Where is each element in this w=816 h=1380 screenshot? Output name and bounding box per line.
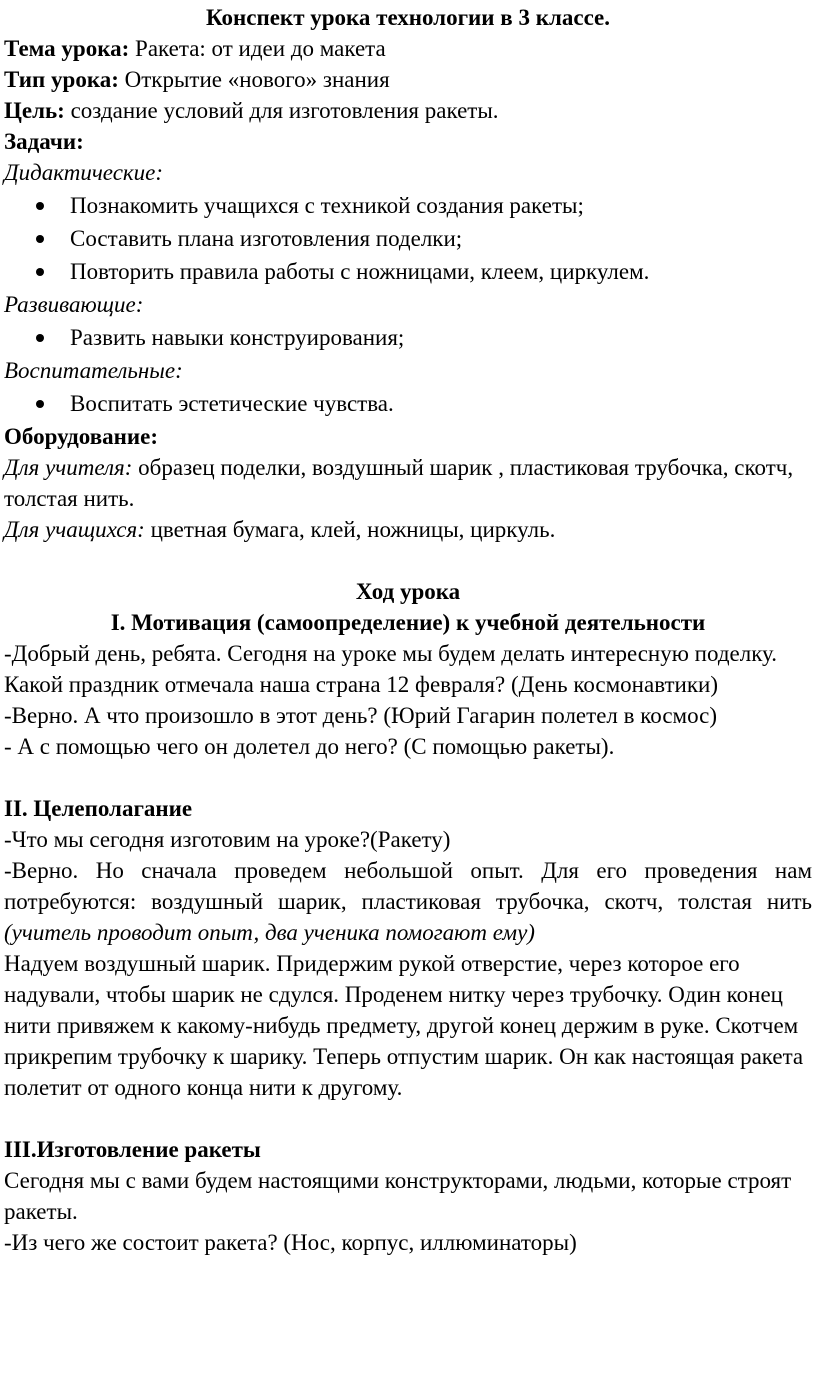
- section2-text: -Верно. Но сначала проведем небольшой опыт. Для его проведения нам потребуются: воздушный шарик, пластиковая трубочка, скотч, толстая нить: [4, 858, 812, 914]
- topic-value: Ракета: от идеи до макета: [129, 36, 386, 61]
- bullet-icon: [36, 202, 44, 210]
- list-item-text: Развить навыки конструирования;: [70, 325, 405, 350]
- topic-label: Тема урока:: [4, 36, 130, 61]
- section1-paragraph: -Добрый день, ребята. Сегодня на уроке мы будем делать интересную поделку. Какой праздник отмечала наша страна 12 февраля? (День космонавтики): [4, 641, 778, 697]
- section1-paragraph: - А с помощью чего он долетел до него? (С помощью ракеты).: [4, 734, 615, 759]
- list-item-text: Повторить правила работы с ножницами, клеем, циркулем.: [70, 259, 650, 284]
- section2-italic-note: (учитель проводит опыт, два ученика помогают ему): [4, 920, 535, 945]
- bullet-icon: [36, 268, 44, 276]
- list-item: [4, 388, 812, 419]
- type-label: Тип урока:: [4, 67, 119, 92]
- bullet-icon: [36, 235, 44, 243]
- goal-value: создание условий для изготовления ракеты.: [64, 98, 499, 123]
- list-item: [4, 190, 812, 221]
- didactic-heading: Дидактические:: [4, 160, 164, 185]
- equipment-students: [4, 514, 812, 545]
- goal-line: [4, 95, 812, 126]
- equipment-heading: Оборудование:: [4, 424, 158, 449]
- list-item: [4, 322, 812, 353]
- topic-line: [4, 33, 812, 64]
- course-heading: Ход урока: [355, 579, 461, 604]
- list-item-text: Познакомить учащихся с техникой создания ракеты;: [70, 193, 584, 218]
- section2-paragraph: Надуем воздушный шарик. Придержим рукой отверстие, через которое его надували, чтобы шарик не сдулся. Проденем нитку через трубочку. Один конец нити привяжем к какому-нибудь предмету, другой конец держим в руке. Скотчем прикрепим трубочку к шарику. Теперь отпустим шарик. Он как настоящая ракета полетит от одного конца нити к другому.: [4, 951, 804, 1100]
- teacher-value: образец поделки, воздушный шарик , пластиковая трубочка, скотч, толстая нить.: [4, 455, 794, 511]
- document-title: Конспект урока технологии в 3 классе.: [205, 5, 611, 30]
- section3-paragraph: -Из чего же состоит ракета? (Нос, корпус, иллюминаторы): [4, 1230, 577, 1255]
- list-item-text: Составить плана изготовления поделки;: [70, 226, 463, 251]
- section2-heading: II. Целеполагание: [4, 796, 193, 821]
- type-line: [4, 64, 812, 95]
- section1-heading: I. Мотивация (самоопределение) к учебной деятельности: [110, 610, 706, 635]
- bullet-icon: [36, 400, 44, 408]
- bullet-icon: [36, 334, 44, 342]
- section3-heading: III.Изготовление ракеты: [4, 1137, 261, 1162]
- tasks-heading: Задачи:: [4, 129, 84, 154]
- section2-paragraph: [4, 855, 812, 948]
- developing-list: [4, 322, 812, 353]
- section2-paragraph: -Что мы сегодня изготовим на уроке?(Ракету): [4, 827, 451, 852]
- goal-label: Цель:: [4, 98, 65, 123]
- students-label: Для учащихся:: [4, 517, 145, 542]
- section1-paragraph: -Верно. А что произошло в этот день? (Юрий Гагарин полетел в космос): [4, 703, 718, 728]
- educational-heading: Воспитательные:: [4, 358, 183, 383]
- didactic-list: [4, 190, 812, 287]
- spacer: [4, 1103, 812, 1134]
- list-item-text: Воспитать эстетические чувства.: [70, 391, 394, 416]
- teacher-label: Для учителя:: [4, 455, 133, 480]
- list-item: [4, 223, 812, 254]
- section3-paragraph: Сегодня мы с вами будем настоящими конструкторами, людьми, которые строят ракеты.: [4, 1168, 792, 1224]
- spacer: [4, 545, 812, 576]
- spacer: [4, 762, 812, 793]
- developing-heading: Развивающие:: [4, 292, 144, 317]
- educational-list: [4, 388, 812, 419]
- students-value: цветная бумага, клей, ножницы, циркуль.: [144, 517, 556, 542]
- type-value: Открытие «нового» знания: [118, 67, 390, 92]
- list-item: [4, 256, 812, 287]
- equipment-teacher: [4, 452, 812, 514]
